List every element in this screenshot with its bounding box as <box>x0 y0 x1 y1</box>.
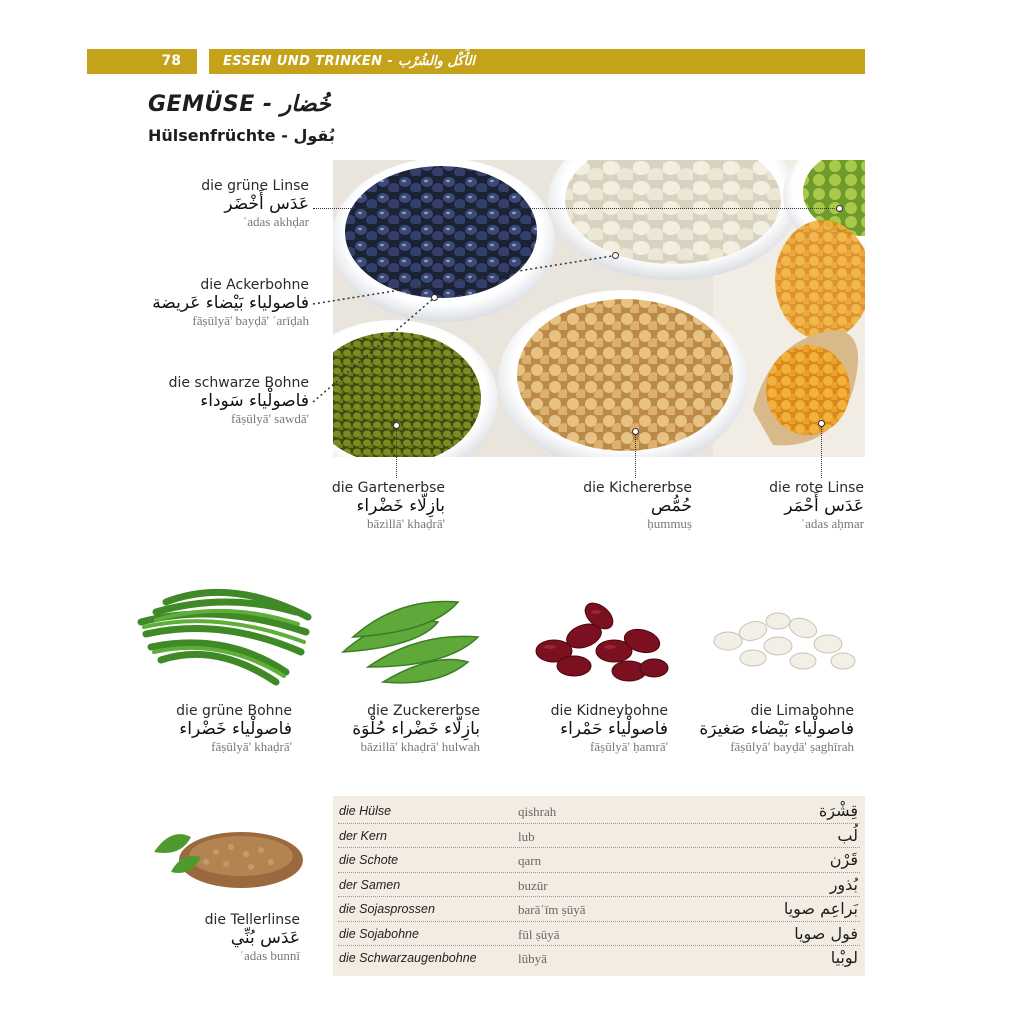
label-transliteration: fāṣūlyā' khaḍrā' <box>211 739 292 754</box>
page-number: 78 <box>161 53 181 69</box>
label-ar: بازِلّاء خَضْراء <box>356 496 445 516</box>
label-red-lentil <box>740 480 864 532</box>
term-transliteration: lūbyā <box>518 951 547 966</box>
term-ar: بَراعِم صويا <box>783 899 858 918</box>
term-transliteration: lub <box>518 828 535 844</box>
label-ar: فاصولْياء سَوداء <box>200 391 309 411</box>
term-de: die Sojasprossen <box>339 902 435 916</box>
leader-line <box>396 426 397 478</box>
label-ar: فاصولياء بَيْضاء عَريضة <box>152 293 309 313</box>
term-transliteration: barāʿīm ṣūyā <box>518 902 586 917</box>
vocabulary-table <box>333 796 865 976</box>
table-row <box>338 946 860 971</box>
label-transliteration: bāzillā' khaḍrā' <box>367 516 445 531</box>
label-transliteration: ʿadas bunnī <box>239 948 300 963</box>
label-transliteration: ḥummuṣ <box>647 516 692 531</box>
label-black-bean <box>150 375 309 427</box>
term-transliteration: qishrah <box>518 804 557 819</box>
table-row <box>338 873 860 898</box>
term-de: die Schwarzaugenbohne <box>339 951 477 965</box>
label-transliteration: ʿadas akhḍar <box>242 214 309 229</box>
label-transliteration: fāṣūlyā' bayḍā' ṣaghīrah <box>730 739 854 754</box>
term-ar: قِشْرَة <box>818 801 858 820</box>
snow-peas-image <box>338 592 483 687</box>
term-de: die Hülse <box>339 804 392 818</box>
lima-beans-image <box>708 606 858 680</box>
label-de: die rote Linse <box>769 480 864 496</box>
table-row <box>338 922 860 947</box>
leader-line <box>821 424 822 478</box>
term-transliteration: qarn <box>518 853 542 868</box>
leader-dot <box>818 420 825 427</box>
label-ar: عَدَس أَخْضَر <box>224 194 309 214</box>
label-ar: فاصولْياء حَمْراء <box>560 719 668 739</box>
label-de: die Ackerbohne <box>200 277 309 293</box>
label-lima-bean <box>680 703 854 755</box>
label-de: die Zuckererbse <box>367 703 480 719</box>
table-row <box>338 848 860 873</box>
label-transliteration: fāṣūlyā' bayḍā' ʿarīḍah <box>192 313 309 328</box>
label-garden-pea <box>300 480 445 532</box>
label-ar: بازِلّاء خَضْراء حُلْوَة <box>352 719 480 739</box>
leader-dot <box>393 422 400 429</box>
term-ar: لوبْيا <box>830 948 858 967</box>
label-ar: عَدَس بُنِّي <box>230 928 300 948</box>
page-subtitle: Hülsenfrüchte - بُقول <box>148 126 335 145</box>
label-ar: حُمُّص <box>650 496 692 516</box>
term-de: der Kern <box>339 828 387 843</box>
term-de: die Sojabohne <box>339 926 419 941</box>
label-de: die grüne Linse <box>201 178 309 194</box>
term-de: der Samen <box>339 877 401 892</box>
chapter-title: ESSEN UND TRINKEN - الأَكْل والشُرْب <box>209 49 865 74</box>
kidney-beans-image <box>524 596 672 688</box>
leader-dot <box>612 252 619 259</box>
label-de: die Limabohne <box>750 703 854 719</box>
label-chickpea <box>560 480 692 532</box>
leader-line <box>635 432 636 478</box>
leader-dot <box>632 428 639 435</box>
label-kidney-bean <box>520 703 668 755</box>
label-de: die Gartenerbse <box>331 480 445 496</box>
leader-dot <box>431 294 438 301</box>
page-title: GEMÜSE - خُضار <box>148 92 331 117</box>
term-ar: قَرْن <box>829 850 858 869</box>
term-transliteration: fūl ṣūyā <box>518 926 560 942</box>
label-green-bean <box>150 703 292 755</box>
label-de: die grüne Bohne <box>176 703 292 719</box>
label-snow-pea <box>330 703 480 755</box>
term-ar: لُب <box>837 825 858 845</box>
label-de: die Kichererbse <box>583 480 692 496</box>
table-row <box>338 824 860 849</box>
label-de: die Tellerlinse <box>204 912 300 928</box>
label-ar: فاصولْياء بَيْضاء صَغيرَة <box>699 719 854 739</box>
table-row <box>338 799 860 824</box>
table-row <box>338 897 860 922</box>
term-ar: بُذور <box>829 874 858 894</box>
label-ar: فاصولْياء خَضْراء <box>179 719 292 739</box>
label-de: die Kidneybohne <box>550 703 668 719</box>
label-brown-lentil <box>180 912 300 964</box>
label-ar: عَدَس أَحْمَر <box>784 496 864 516</box>
label-transliteration: fāṣūlyā' ḥamrā' <box>590 739 668 754</box>
label-transliteration: ʿadas aḥmar <box>800 516 864 531</box>
label-transliteration: bāzillā' khaḍrā' hulwah <box>360 739 480 754</box>
term-ar: فول صويا <box>794 923 858 943</box>
brown-lentils-image <box>146 812 306 898</box>
term-de: die Schote <box>339 853 399 867</box>
term-transliteration: buzūr <box>518 877 548 893</box>
label-de: die schwarze Bohne <box>168 375 309 391</box>
label-transliteration: fāṣūlyā' sawdā' <box>231 411 309 426</box>
green-beans-image <box>136 572 314 692</box>
